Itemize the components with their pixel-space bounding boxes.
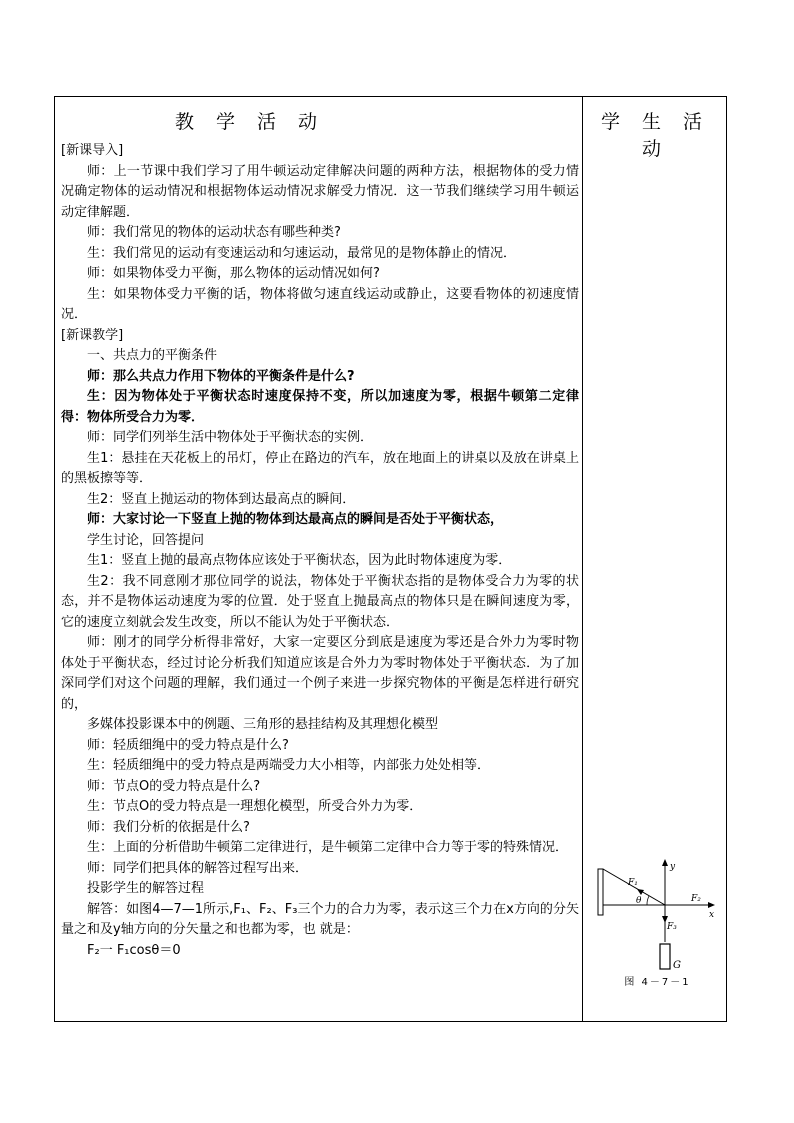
text-paragraph: 生：上面的分析借助牛顿第二定律进行，是牛顿第二定律中合力等于零的特殊情况． [87, 840, 569, 855]
student-header: 学 生 活 动 [600, 111, 711, 160]
y-label: y [670, 862, 676, 872]
f2-label: F₂ [691, 894, 701, 904]
x-arrow [708, 902, 715, 908]
theta-label: θ [636, 896, 642, 906]
text-paragraph: 生1：竖直上抛的最高点物体应该处于平衡状态，因为此时物体速度为零． [87, 553, 512, 568]
text-paragraph: 解答：如图4—7—1所示,F₁、F₂、F₃三个力的合力为零，表示这三个力在x方向的分矢量之和及y轴方向的分矢量之和也都为零，也 就是： [61, 901, 579, 937]
text-paragraph: 一、共点力的平衡条件 [87, 348, 218, 363]
x-label: x [709, 910, 715, 920]
text-paragraph: 师：我们分析的依据是什么? [87, 819, 250, 835]
text-paragraph: 生2：竖直上抛运动的物体到达最高点的瞬间． [87, 491, 356, 507]
text-paragraph: 投影学生的解答过程 [87, 881, 205, 896]
text-paragraph: 师：节点O的受力特点是什么? [87, 778, 261, 794]
text-paragraph: 生：轻质细绳中的受力特点是两端受力大小相等，内部张力处处相等． [87, 758, 491, 773]
teaching-header: 教 学 活 动 [174, 111, 326, 133]
text-paragraph: 生：节点O的受力特点是一理想化模型，所受合外力为零． [87, 799, 423, 814]
text-paragraph: 师：那么共点力作用下物体的平衡条件是什么? [87, 368, 355, 384]
section-heading: [新课导入] [61, 143, 124, 158]
equation: F₂一 F₁cosθ＝0 [87, 942, 181, 958]
text-paragraph: 师：刚才的同学分析得非常好，大家一定要区分到底是速度为零还是合外力为零时物体处于平衡状态，经过讨论分析我们知道应该是合外力为零时物体处于平衡状态．为了加深同学们对这个问题的理解，我们通过一个例子来进一步探究物体的平衡是怎样进行研究的， [61, 635, 579, 712]
force-diagram [595, 857, 720, 977]
text-paragraph: 师：同学们列举生活中物体处于平衡状态的实例． [87, 430, 374, 445]
g-label: G [673, 960, 681, 971]
text-paragraph: 学生讨论，回答提问 [87, 532, 205, 548]
text-paragraph: 生1：悬挂在天花板上的吊灯，停止在路边的汽车，放在地面上的讲桌以及放在讲桌上的黑板擦等等． [61, 450, 579, 486]
text-paragraph: 生：如果物体受力平衡的话，物体将做匀速直线运动或静止，这要看物体的初速度情况． [61, 286, 579, 322]
text-paragraph: 多媒体投影课本中的例题、三角形的悬挂结构及其理想化模型 [87, 717, 439, 732]
lesson-table [54, 96, 727, 1022]
wall [598, 869, 603, 915]
weight-block [660, 944, 670, 969]
y-arrow [662, 859, 668, 866]
f3-label: F₃ [667, 922, 677, 932]
f1-label: F₁ [628, 878, 638, 888]
text-paragraph: 生2：我不同意刚才那位同学的说法，物体处于平衡状态指的是物体受合力为零的状态，并不是物体运动速度为零的位置．处于竖直上抛最高点的物体只是在瞬间速度为零，它的速度立刻就会发生改变，所以不能认为处于平衡状态． [61, 573, 579, 630]
teaching-content [61, 141, 579, 961]
text-paragraph: 师：我们常见的物体的运动状态有哪些种类? [87, 225, 341, 240]
text-paragraph: 师：大家讨论一下竖直上抛的物体到达最高点的瞬间是否处于平衡状态， [87, 512, 504, 527]
text-paragraph: 师：同学们把具体的解答过程写出来． [87, 860, 309, 876]
text-paragraph: 师：如果物体受力平衡，那么物体的运动情况如何? [87, 266, 380, 281]
text-paragraph: 师：上一节课中我们学习了用牛顿运动定律解决问题的两种方法，根据物体的受力情况确定物体的运动情况和根据物体运动情况求解受力情况．这一节我们继续学习用牛顿运动定律解题． [61, 163, 579, 220]
text-paragraph: 生：因为物体处于平衡状态时速度保持不变，所以加速度为零，根据牛顿第二定律得：物体所受合力为零． [61, 389, 579, 425]
column-divider [582, 97, 583, 1021]
theta-arc [647, 896, 649, 905]
text-paragraph: 师：轻质细绳中的受力特点是什么? [87, 737, 289, 753]
section-heading: [新课教学] [61, 327, 124, 343]
figure-caption: 图 4－7－1 [624, 977, 691, 988]
text-paragraph: 生：我们常见的运动有变速运动和匀速运动，最常见的是物体静止的情况． [87, 245, 517, 261]
